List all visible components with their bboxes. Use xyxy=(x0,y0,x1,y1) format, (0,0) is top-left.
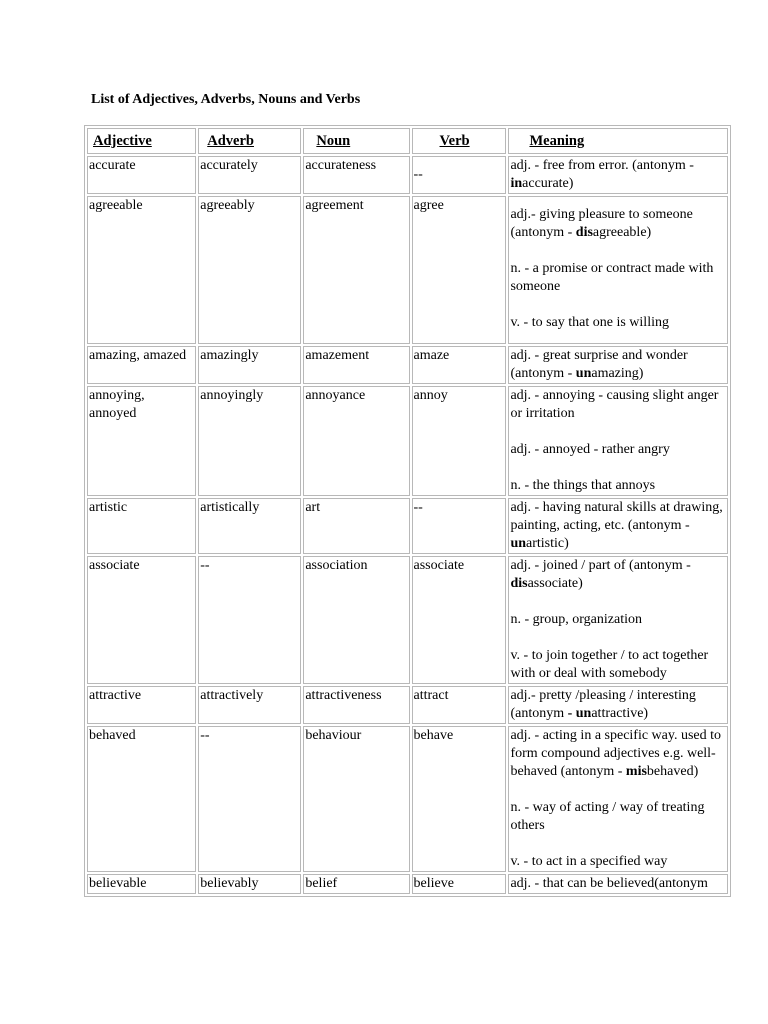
meaning-paragraph xyxy=(510,206,726,242)
meaning-paragraph xyxy=(510,853,726,871)
cell-verb: believe xyxy=(412,874,507,894)
cell-meaning xyxy=(508,556,728,684)
cell-meaning xyxy=(508,386,728,496)
cell-adverb: -- xyxy=(198,556,301,684)
cell-adverb: attractively xyxy=(198,686,301,724)
header-adjective: Adjective xyxy=(87,128,196,154)
cell-verb: -- xyxy=(412,156,507,194)
cell-adverb: amazingly xyxy=(198,346,301,384)
meaning-text: adj.- pretty /pleasing / interesting (antonym xyxy=(510,688,696,721)
cell-noun: belief xyxy=(303,874,409,894)
paragraph-gap xyxy=(510,629,726,647)
meaning-text: n. - way of acting / way of treating others xyxy=(510,800,705,833)
meaning-text: n. - the things that annoys xyxy=(510,478,656,493)
meaning-text: agreeable) xyxy=(592,225,652,240)
cell-meaning xyxy=(508,156,728,194)
meaning-paragraph xyxy=(510,875,726,893)
paragraph-gap xyxy=(510,835,726,853)
cell-noun: accurateness xyxy=(303,156,409,194)
cell-verb: -- xyxy=(412,498,507,554)
cell-verb: associate xyxy=(412,556,507,684)
meaning-text: v. - to say that one is willing xyxy=(510,315,669,330)
meaning-paragraph xyxy=(510,727,726,781)
header-noun: Noun xyxy=(303,128,409,154)
cell-adjective: behaved xyxy=(87,726,196,872)
cell-meaning xyxy=(508,498,728,554)
cell-meaning xyxy=(508,726,728,872)
paragraph-gap xyxy=(510,593,726,611)
cell-meaning xyxy=(508,686,728,724)
bold-prefix: un xyxy=(575,366,592,381)
cell-verb: annoy xyxy=(412,386,507,496)
meaning-paragraph xyxy=(510,799,726,835)
meaning-text: amazing) xyxy=(591,366,644,381)
cell-adjective: accurate xyxy=(87,156,196,194)
meaning-text: adj. - joined / part of (antonym - xyxy=(510,558,691,573)
cell-adverb: agreeably xyxy=(198,196,301,344)
word-forms-table xyxy=(84,125,731,897)
bold-prefix: in xyxy=(510,176,523,191)
table-row xyxy=(87,196,728,344)
table-row xyxy=(87,346,728,384)
paragraph-gap xyxy=(510,242,726,260)
cell-noun: attractiveness xyxy=(303,686,409,724)
meaning-text: adj. - great surprise and wonder (antonym - xyxy=(510,348,688,381)
meaning-text: adj. - free from error. (antonym - xyxy=(510,158,694,173)
cell-adjective: agreeable xyxy=(87,196,196,344)
cell-adverb: believably xyxy=(198,874,301,894)
cell-adverb: annoyingly xyxy=(198,386,301,496)
document-title: List of Adjectives, Adverbs, Nouns and Verbs xyxy=(91,92,361,107)
bold-prefix: dis xyxy=(510,576,528,591)
meaning-text: adj. - having natural skills at drawing, painting, acting, etc. (antonym - xyxy=(510,500,723,533)
cell-adverb: artistically xyxy=(198,498,301,554)
meaning-text: n. - group, organization xyxy=(510,612,642,627)
paragraph-gap xyxy=(510,459,726,477)
cell-adjective: attractive xyxy=(87,686,196,724)
cell-noun: art xyxy=(303,498,409,554)
meaning-paragraph xyxy=(510,687,726,723)
meaning-text: accurate) xyxy=(522,176,574,191)
cell-verb: attract xyxy=(412,686,507,724)
table-row xyxy=(87,556,728,684)
header-meaning: Meaning xyxy=(508,128,728,154)
cell-meaning xyxy=(508,874,728,894)
table-row xyxy=(87,498,728,554)
meaning-text: adj.- giving pleasure to someone (antonym - xyxy=(510,207,693,240)
cell-meaning xyxy=(508,196,728,344)
paragraph-gap xyxy=(510,296,726,314)
header-adverb: Adverb xyxy=(198,128,301,154)
cell-verb: behave xyxy=(412,726,507,872)
cell-verb: agree xyxy=(412,196,507,344)
bold-prefix: dis xyxy=(575,225,593,240)
cell-adjective: annoying, annoyed xyxy=(87,386,196,496)
meaning-paragraph xyxy=(510,611,726,629)
table-row xyxy=(87,726,728,872)
cell-adjective: amazing, amazed xyxy=(87,346,196,384)
meaning-paragraph xyxy=(510,314,726,332)
paragraph-gap xyxy=(510,423,726,441)
cell-noun: annoyance xyxy=(303,386,409,496)
cell-meaning xyxy=(508,346,728,384)
table-row xyxy=(87,686,728,724)
meaning-paragraph xyxy=(510,387,726,423)
table-header-row xyxy=(87,128,728,154)
cell-adverb: -- xyxy=(198,726,301,872)
meaning-paragraph xyxy=(510,260,726,296)
cell-noun: behaviour xyxy=(303,726,409,872)
header-verb: Verb xyxy=(412,128,507,154)
cell-adjective: believable xyxy=(87,874,196,894)
meaning-paragraph xyxy=(510,441,726,459)
meaning-paragraph xyxy=(510,557,726,593)
meaning-text: adj. - annoyed - rather angry xyxy=(510,442,670,457)
bold-prefix: un xyxy=(510,536,527,551)
table-row xyxy=(87,156,728,194)
cell-adjective: associate xyxy=(87,556,196,684)
bold-prefix: - un xyxy=(567,706,592,721)
cell-verb: amaze xyxy=(412,346,507,384)
meaning-paragraph xyxy=(510,499,726,553)
cell-adverb: accurately xyxy=(198,156,301,194)
meaning-text: artistic) xyxy=(526,536,569,551)
meaning-text: adj. - that can be believed(antonym xyxy=(510,876,708,891)
meaning-paragraph xyxy=(510,157,726,193)
meaning-text: behaved) xyxy=(646,764,699,779)
meaning-text: adj. - annoying - causing slight anger or irritation xyxy=(510,388,719,421)
paragraph-gap xyxy=(510,781,726,799)
meaning-text: adj. - acting in a specific way. used to form compound adjectives e.g. well-behaved (antonym - xyxy=(510,728,722,779)
meaning-text: v. - to join together / to act together with or deal with somebody xyxy=(510,648,709,681)
meaning-paragraph xyxy=(510,647,726,683)
meaning-text: n. - a promise or contract made with someone xyxy=(510,261,714,294)
meaning-text: associate) xyxy=(527,576,583,591)
cell-noun: agreement xyxy=(303,196,409,344)
meaning-paragraph xyxy=(510,477,726,495)
cell-noun: amazement xyxy=(303,346,409,384)
cell-adjective: artistic xyxy=(87,498,196,554)
meaning-paragraph xyxy=(510,347,726,383)
bold-prefix: mis xyxy=(625,764,647,779)
meaning-text: attractive) xyxy=(591,706,649,721)
table-row xyxy=(87,874,728,894)
cell-noun: association xyxy=(303,556,409,684)
meaning-text: v. - to act in a specified way xyxy=(510,854,668,869)
table-row xyxy=(87,386,728,496)
